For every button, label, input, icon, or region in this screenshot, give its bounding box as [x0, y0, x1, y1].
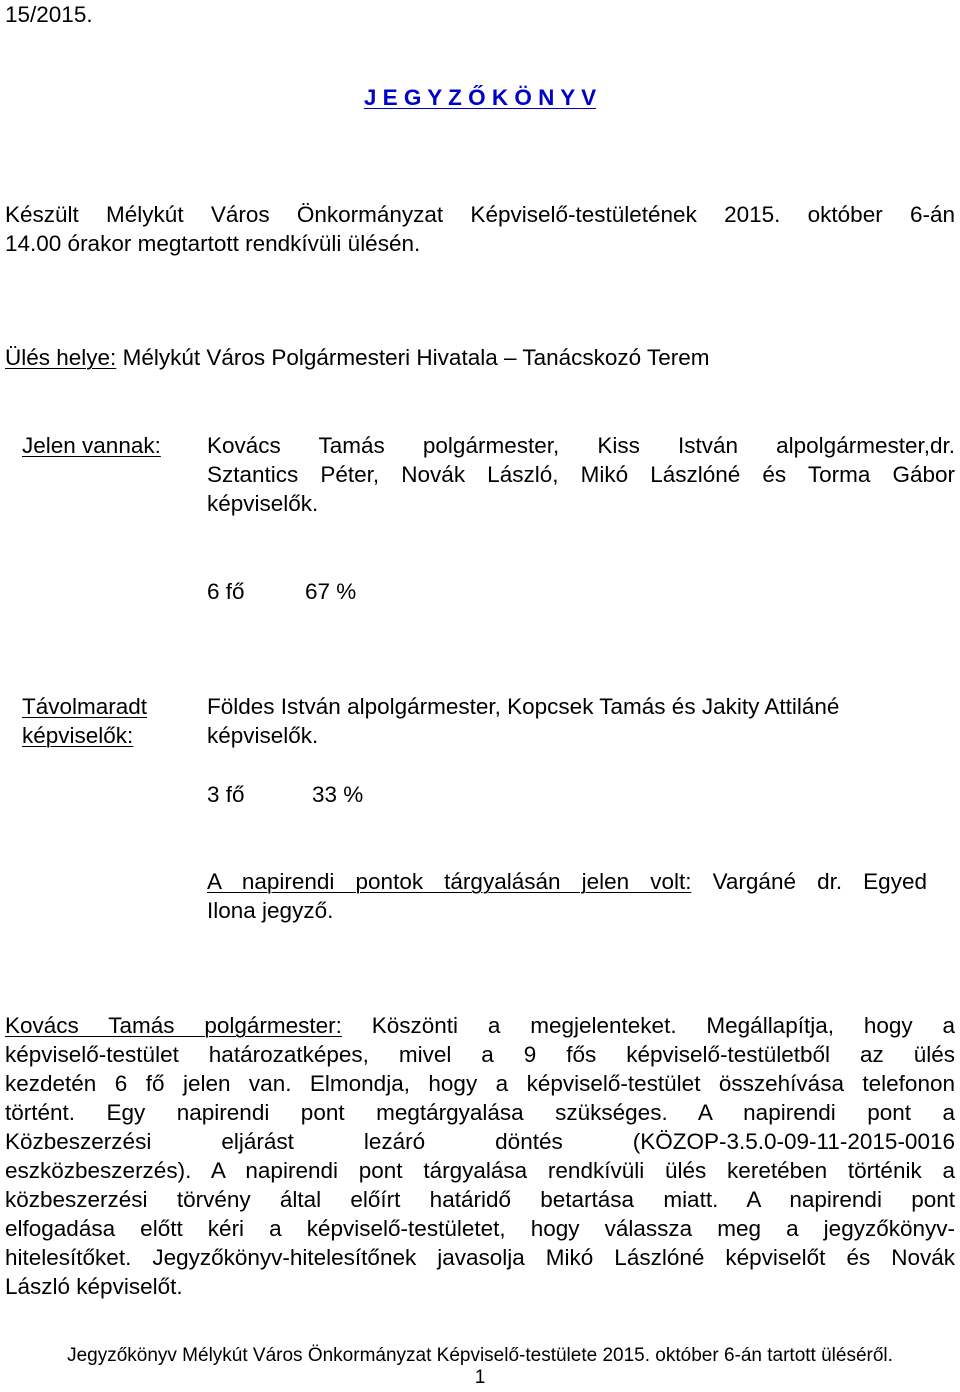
intro-paragraph: [5, 200, 955, 258]
absent-count: 3 fő: [207, 782, 245, 807]
venue-value: Mélykút Város Polgármesteri Hivatala – Tanácskozó Terem: [122, 345, 710, 370]
present-label: Jelen vannak:: [22, 433, 161, 458]
intro-line-1: Készült Mélykút Város Önkormányzat Képviselő-testületének 2015. október 6-án: [5, 202, 955, 227]
agenda-presence-line-2: Ilona jegyző.: [207, 898, 334, 923]
speech-line-last: László képviselőt.: [5, 1274, 183, 1299]
venue-label: Ülés helye:: [5, 345, 117, 370]
agenda-presence: [207, 867, 927, 925]
speech-paragraph: [5, 1011, 955, 1301]
present-list: [207, 431, 955, 518]
present-count: 6 fő: [207, 579, 245, 604]
document-title: J E G Y Z Ő K Ö N Y V: [363, 85, 597, 110]
absent-label-line-1: Távolmaradt: [22, 694, 148, 719]
agenda-presence-label: A napirendi pontok tárgyalásán jelen volt:: [207, 869, 692, 894]
speech-line: kezdetén 6 fő jelen van. Elmondja, hogy a képviselő-testület összehívása telefonon: [5, 1071, 955, 1096]
speech-line: képviselő-testület határozatképes, mivel a 9 fős képviselő-testületből az ülés: [5, 1042, 955, 1067]
speech-line: elfogadása előtt kéri a képviselő-testületet, hogy válassza meg a jegyzőkönyv-: [5, 1216, 955, 1241]
present-percent: 67 %: [305, 579, 357, 604]
speech-first-rest: Köszönti a megjelenteket. Megállapítja, hogy a: [371, 1013, 955, 1038]
document-number: 15/2015.: [5, 2, 93, 27]
present-line-2: Sztantics Péter, Novák László, Mikó Lászlóné és Torma Gábor: [207, 462, 955, 487]
absent-line-1: Földes István alpolgármester, Kopcsek Tamás és Jakity Attiláné: [207, 694, 840, 719]
absent-line-2: képviselők.: [207, 723, 319, 748]
agenda-presence-line-1: [207, 867, 927, 896]
speech-line: történt. Egy napirendi pont megtárgyalása szükséges. A napirendi pont a: [5, 1100, 955, 1125]
speech-line: hitelesítőket. Jegyzőkönyv-hitelesítőnek javasolja Mikó Lászlóné képviselőt és Novák: [5, 1245, 955, 1270]
speaker-label: Kovács Tamás polgármester:: [5, 1013, 342, 1038]
absent-label-line-2: képviselők:: [22, 723, 134, 748]
speech-line-first: [5, 1011, 955, 1040]
speech-line: Közbeszerzési eljárást lezáró döntés (KÖZOP-3.5.0-09-11-2015-0016: [5, 1129, 955, 1154]
agenda-presence-value-1: Vargáné dr. Egyed: [712, 869, 927, 894]
page-footer: Jegyzőkönyv Mélykút Város Önkormányzat Képviselő-testülete 2015. október 6-án tartott üléséről.: [67, 1345, 893, 1366]
speech-line: eszközbeszerzés). A napirendi pont tárgyalása rendkívüli ülés keretében történik a: [5, 1158, 955, 1183]
absent-label: [22, 692, 147, 750]
present-line-3: képviselők.: [207, 491, 319, 516]
page-number: 1: [474, 1367, 486, 1388]
venue-row: [5, 343, 710, 372]
absent-list: [207, 692, 955, 750]
speech-line: közbeszerzési törvény által előírt határidő betartása miatt. A napirendi pont: [5, 1187, 955, 1212]
absent-percent: 33 %: [312, 782, 364, 807]
present-line-1: Kovács Tamás polgármester, Kiss István alpolgármester,dr.: [207, 433, 955, 458]
intro-line-2: 14.00 órakor megtartott rendkívüli ülésén.: [5, 231, 421, 256]
